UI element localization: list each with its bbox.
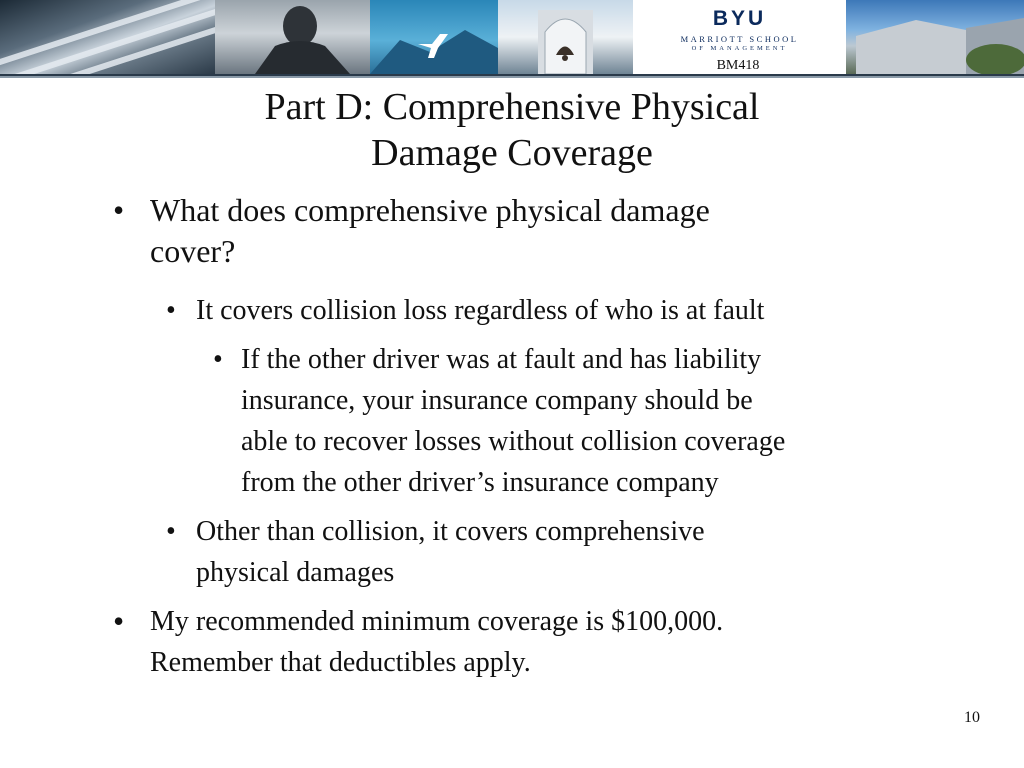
bullet-glyph: • [113, 192, 125, 228]
header-banner [0, 0, 1024, 78]
slide-title-line-2: Damage Coverage [371, 132, 653, 174]
sub-sub-bullet-1-1-1 [241, 339, 941, 503]
logo-subtitle: MARRIOTT SCHOOL [680, 34, 799, 44]
bullet-item-2 [150, 601, 930, 683]
banner-photo-campus [846, 0, 1024, 74]
bullet-item-2-line-1: My recommended minimum coverage is $100,000. [150, 606, 724, 637]
slide-title [150, 84, 874, 176]
page-number: 10 [964, 709, 980, 726]
bullet-item-1-line-1: What does comprehensive physical damage [150, 192, 710, 228]
banner-photo-bell [498, 0, 633, 74]
sub-sub-bullet-line-2: insurance, your insurance company should be [241, 385, 753, 416]
sub-bullet-1-2-line-1: Other than collision, it covers comprehensive [196, 516, 705, 547]
logo-subtitle-2: OF MANAGEMENT [691, 45, 788, 52]
sub-bullet-1-2-line-2: physical damages [196, 557, 395, 588]
sub-sub-bullet-line-1: If the other driver was at fault and has liability [241, 344, 762, 375]
sub-bullet-1-1 [196, 290, 936, 331]
bullet-item-1-line-2: cover? [150, 233, 236, 269]
bullet-glyph: • [166, 516, 176, 547]
banner-photo-building [0, 0, 215, 74]
sub-sub-bullet-line-3: able to recover losses without collision coverage [241, 426, 786, 457]
logo-text: BYU [712, 7, 767, 30]
bullet-item-1 [150, 190, 910, 272]
course-code: BM418 [716, 58, 760, 73]
banner-photo-statue [215, 0, 370, 74]
banner-photo-y-mountain [370, 0, 498, 74]
slide-title-line-1: Part D: Comprehensive Physical [264, 86, 760, 128]
bullet-item-2-line-2: Remember that deductibles apply. [150, 647, 531, 678]
sub-sub-bullet-line-4: from the other driver’s insurance company [241, 467, 719, 498]
bullet-glyph: • [113, 603, 125, 639]
bullet-glyph: • [166, 295, 176, 326]
bullet-glyph: • [213, 344, 223, 375]
sub-bullet-1-1-text: It covers collision loss regardless of who is at fault [196, 295, 765, 326]
sub-bullet-1-2 [196, 511, 936, 593]
